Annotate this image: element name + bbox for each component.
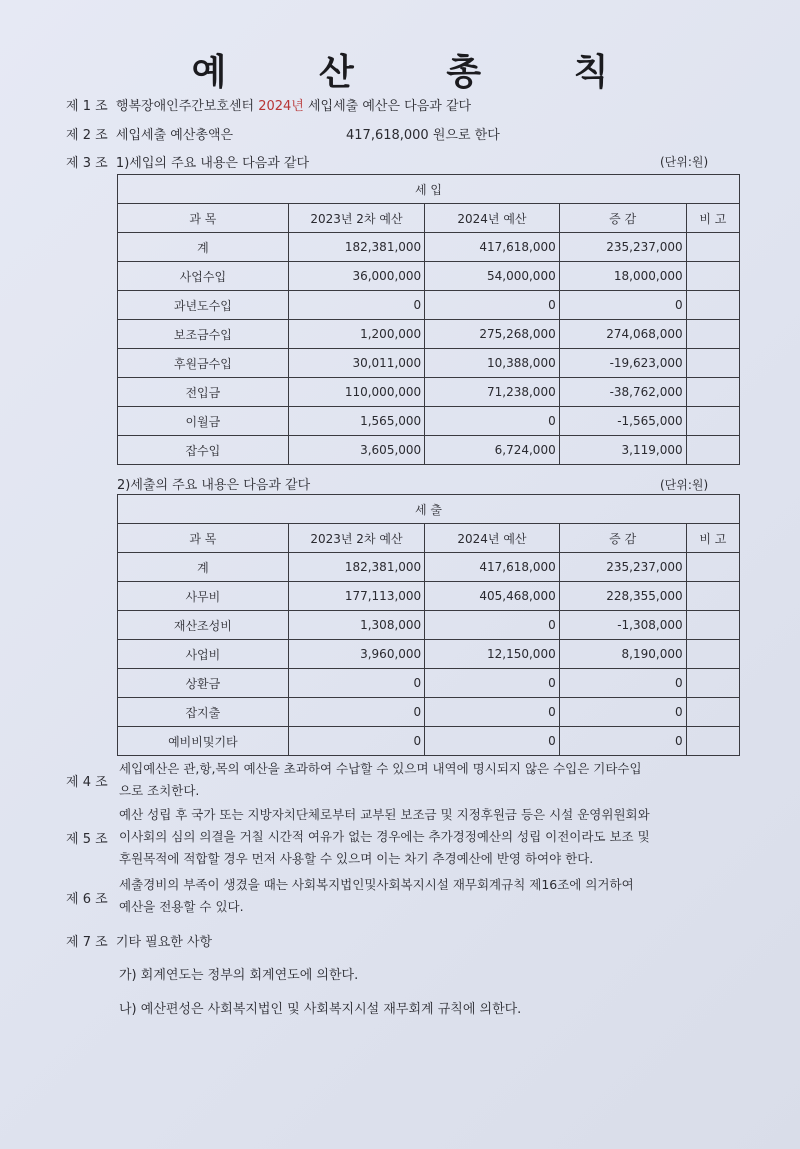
header-curr-budget: 2024년 예산 <box>425 204 560 233</box>
expense-unit-label: (단위:원) <box>660 478 709 492</box>
row-note <box>686 582 739 611</box>
article-4-text <box>119 758 642 802</box>
row-prev-budget: 3,605,000 <box>288 436 424 465</box>
article-4-line: 으로 조치한다. <box>119 783 200 798</box>
row-note <box>686 611 739 640</box>
row-difference: 228,355,000 <box>559 582 686 611</box>
article-5-label: 제 5 조 <box>66 832 108 847</box>
article-6-text <box>119 874 634 918</box>
income-table <box>117 174 740 465</box>
header-subject: 과 목 <box>118 204 289 233</box>
row-note <box>686 727 739 756</box>
row-curr-budget: 10,388,000 <box>425 349 560 378</box>
table-row <box>118 349 740 378</box>
header-curr-budget: 2024년 예산 <box>425 524 560 553</box>
row-note <box>686 233 739 262</box>
row-note <box>686 640 739 669</box>
header-difference: 증 감 <box>559 204 686 233</box>
row-curr-budget: 12,150,000 <box>425 640 560 669</box>
expense-caption: 세 출 <box>118 495 740 524</box>
article-2-label: 제 2 조 <box>66 128 108 143</box>
row-subject: 전입금 <box>118 378 289 407</box>
article-6-label: 제 6 조 <box>66 892 108 907</box>
budget-year: 2024년 <box>258 99 304 114</box>
row-curr-budget: 405,468,000 <box>425 582 560 611</box>
row-difference: 3,119,000 <box>559 436 686 465</box>
header-prev-budget: 2023년 2차 예산 <box>288 524 424 553</box>
row-prev-budget: 0 <box>288 291 424 320</box>
row-difference: 8,190,000 <box>559 640 686 669</box>
row-note <box>686 407 739 436</box>
row-subject: 계 <box>118 553 289 582</box>
header-note: 비 고 <box>686 524 739 553</box>
row-subject: 과년도수입 <box>118 291 289 320</box>
row-prev-budget: 0 <box>288 727 424 756</box>
article-7-item: 나) 예산편성은 사회복지법인 및 사회복지시설 재무회계 규칙에 의한다. <box>119 1002 522 1017</box>
table-row <box>118 698 740 727</box>
row-subject: 사업비 <box>118 640 289 669</box>
row-difference: 235,237,000 <box>559 553 686 582</box>
table-row <box>118 582 740 611</box>
row-curr-budget: 71,238,000 <box>425 378 560 407</box>
row-difference: 0 <box>559 698 686 727</box>
table-row <box>118 640 740 669</box>
row-subject: 후원금수입 <box>118 349 289 378</box>
row-subject: 잡지출 <box>118 698 289 727</box>
row-prev-budget: 182,381,000 <box>288 553 424 582</box>
row-prev-budget: 3,960,000 <box>288 640 424 669</box>
table-row <box>118 378 740 407</box>
row-note <box>686 436 739 465</box>
article-4-label: 제 4 조 <box>66 775 108 790</box>
article-4-line: 세입예산은 관,항,목의 예산을 초과하여 수납할 수 있으며 내역에 명시되지 않은 수입은 기타수입 <box>119 761 642 776</box>
row-subject: 사무비 <box>118 582 289 611</box>
row-note <box>686 669 739 698</box>
table-row <box>118 320 740 349</box>
table-row <box>118 233 740 262</box>
row-prev-budget: 0 <box>288 669 424 698</box>
row-prev-budget: 1,565,000 <box>288 407 424 436</box>
article-5-line: 후원목적에 적합할 경우 먼저 사용할 수 있으며 이는 차기 추경예산에 반영 하여야 한다. <box>119 851 594 866</box>
row-note <box>686 698 739 727</box>
header-prev-budget: 2023년 2차 예산 <box>288 204 424 233</box>
row-difference: -38,762,000 <box>559 378 686 407</box>
table-row <box>118 727 740 756</box>
row-note <box>686 262 739 291</box>
article-3-label: 제 3 조 <box>66 156 108 171</box>
article-6-line: 예산을 전용할 수 있다. <box>119 899 244 914</box>
row-difference: 0 <box>559 291 686 320</box>
row-curr-budget: 0 <box>425 291 560 320</box>
row-curr-budget: 0 <box>425 669 560 698</box>
row-prev-budget: 30,011,000 <box>288 349 424 378</box>
row-subject: 이월금 <box>118 407 289 436</box>
row-prev-budget: 182,381,000 <box>288 233 424 262</box>
page-title: 예 산 총 칙 <box>191 52 649 93</box>
table-row <box>118 553 740 582</box>
article-1-label: 제 1 조 <box>66 99 108 114</box>
income-unit-label: (단위:원) <box>660 155 709 169</box>
table-row <box>118 262 740 291</box>
row-subject: 상환금 <box>118 669 289 698</box>
header-difference: 증 감 <box>559 524 686 553</box>
row-prev-budget: 1,308,000 <box>288 611 424 640</box>
center-name: 행복장애인주간보호센터 <box>115 99 255 114</box>
article-3 <box>66 152 309 171</box>
table-row <box>118 669 740 698</box>
table-row <box>118 611 740 640</box>
expense-intro: 2)세출의 주요 내용은 다음과 같다 <box>117 478 311 493</box>
row-subject: 보조금수입 <box>118 320 289 349</box>
article-7-label: 제 7 조 <box>66 935 108 950</box>
expense-table <box>117 494 740 756</box>
row-note <box>686 349 739 378</box>
row-prev-budget: 110,000,000 <box>288 378 424 407</box>
table-row <box>118 291 740 320</box>
article-7 <box>66 931 212 950</box>
row-prev-budget: 36,000,000 <box>288 262 424 291</box>
table-row <box>118 407 740 436</box>
row-prev-budget: 0 <box>288 698 424 727</box>
row-curr-budget: 275,268,000 <box>425 320 560 349</box>
row-difference: -1,565,000 <box>559 407 686 436</box>
row-curr-budget: 6,724,000 <box>425 436 560 465</box>
row-subject: 사업수입 <box>118 262 289 291</box>
article-1-text: 세입세출 예산은 다음과 같다 <box>308 99 472 114</box>
article-5-line: 예산 성립 후 국가 또는 지방자치단체로부터 교부된 보조금 및 지정후원금 등은 시설 운영위원회와 <box>119 807 650 822</box>
income-caption: 세 입 <box>118 175 740 204</box>
row-curr-budget: 417,618,000 <box>425 233 560 262</box>
row-curr-budget: 0 <box>425 611 560 640</box>
row-difference: 0 <box>559 669 686 698</box>
row-prev-budget: 1,200,000 <box>288 320 424 349</box>
article-7-text: 기타 필요한 사항 <box>115 935 213 950</box>
article-6-line: 세출경비의 부족이 생겼을 때는 사회복지법인및사회복지시설 재무회계규칙 제16조에 의거하여 <box>119 877 634 892</box>
row-curr-budget: 54,000,000 <box>425 262 560 291</box>
row-difference: 18,000,000 <box>559 262 686 291</box>
row-curr-budget: 417,618,000 <box>425 553 560 582</box>
article-7-item: 가) 회계연도는 정부의 회계연도에 의한다. <box>119 968 359 983</box>
row-subject: 재산조성비 <box>118 611 289 640</box>
row-subject: 잡수입 <box>118 436 289 465</box>
row-difference: -1,308,000 <box>559 611 686 640</box>
table-row <box>118 436 740 465</box>
row-note <box>686 291 739 320</box>
row-subject: 계 <box>118 233 289 262</box>
article-5-line: 이사회의 심의 의결을 거칠 시간적 여유가 없는 경우에는 추가경정예산의 성립 이전이라도 보조 및 <box>119 829 650 844</box>
article-2 <box>66 124 233 143</box>
row-difference: -19,623,000 <box>559 349 686 378</box>
row-note <box>686 378 739 407</box>
row-curr-budget: 0 <box>425 407 560 436</box>
header-subject: 과 목 <box>118 524 289 553</box>
article-5-text <box>119 804 650 870</box>
row-subject: 예비비및기타 <box>118 727 289 756</box>
row-curr-budget: 0 <box>425 727 560 756</box>
article-1 <box>66 95 471 114</box>
total-budget-amount: 417,618,000 원으로 한다 <box>346 128 500 143</box>
row-note <box>686 320 739 349</box>
row-prev-budget: 177,113,000 <box>288 582 424 611</box>
income-intro: 1)세입의 주요 내용은 다음과 같다 <box>115 156 310 171</box>
row-difference: 274,068,000 <box>559 320 686 349</box>
row-note <box>686 553 739 582</box>
article-2-text: 세입세출 예산총액은 <box>115 128 234 143</box>
row-difference: 0 <box>559 727 686 756</box>
row-difference: 235,237,000 <box>559 233 686 262</box>
header-note: 비 고 <box>686 204 739 233</box>
row-curr-budget: 0 <box>425 698 560 727</box>
